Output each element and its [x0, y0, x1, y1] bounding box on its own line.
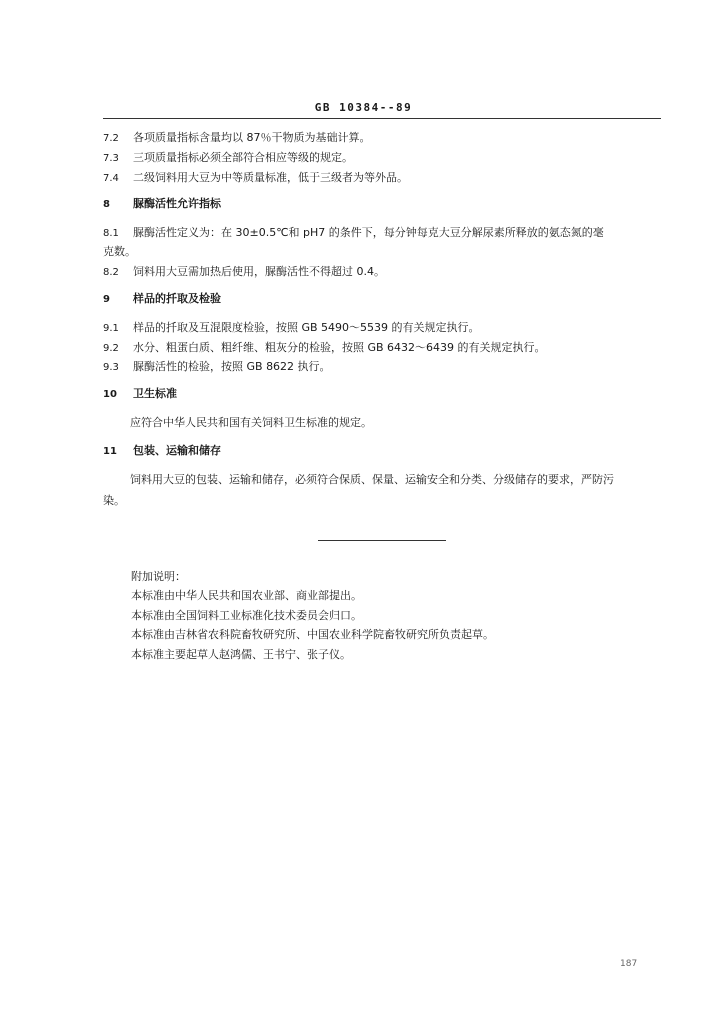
- appendix-line: 本标准由中华人民共和国农业部、商业部提出。: [131, 589, 362, 602]
- clause-text: 脲酶活性定义为：在 30±0.5℃和 pH7 的条件下，每分钟每克大豆分解尿素所释放的氨态氮的毫: [133, 226, 604, 239]
- appendix-line: 本标准由吉林省农科院畜牧研究所、中国农业科学院畜牧研究所负责起草。: [131, 628, 494, 641]
- clause-text: 二级饲料用大豆为中等质量标准，低于三级者为等外品。: [133, 171, 408, 184]
- clause-9-3: [103, 360, 331, 375]
- end-divider: [318, 540, 446, 541]
- clause-text: 三项质量指标必须全部符合相应等级的规定。: [133, 151, 353, 164]
- clause-7-3: [103, 151, 353, 166]
- page-number: 187: [620, 959, 638, 969]
- clause-number: 7.4: [103, 173, 119, 184]
- appendix-line: 本标准由全国饲料工业标准化技术委员会归口。: [131, 609, 362, 622]
- clause-number: 7.3: [103, 153, 119, 164]
- clause-7-2: [103, 131, 371, 146]
- clause-number: 8.1: [103, 228, 119, 239]
- clause-number: 7.2: [103, 133, 119, 144]
- clause-number: 9.2: [103, 343, 119, 354]
- clause-text: 样品的扦取及互混限度检验，按照 GB 5490～5539 的有关规定执行。: [133, 321, 480, 334]
- clause-number: 9.1: [103, 323, 119, 334]
- clause-number: 8.2: [103, 267, 119, 278]
- clause-8-2: [103, 265, 385, 280]
- section-9-heading: [103, 292, 221, 307]
- appendix-line: 本标准主要起草人赵鸿儒、王书宁、张子仪。: [131, 648, 351, 661]
- clause-7-4: [103, 171, 408, 186]
- section-number: 8: [103, 199, 110, 210]
- section-10-heading: [103, 387, 177, 402]
- section-number: 11: [103, 446, 117, 457]
- section-8-heading: [103, 197, 221, 212]
- standard-number-header: GB 10384--89: [314, 101, 413, 114]
- header-rule: [103, 118, 661, 119]
- clause-text: 饲料用大豆需加热后使用，脲酶活性不得超过 0.4。: [133, 265, 385, 278]
- clause-8-1-continued: [103, 245, 136, 259]
- clause-text: 水分、粗蛋白质、粗纤维、粗灰分的检验，按照 GB 6432～6439 的有关规定执行。: [133, 341, 546, 354]
- section-title: 卫生标准: [133, 387, 177, 400]
- clause-9-2: [103, 341, 546, 356]
- section-11-heading: [103, 444, 221, 459]
- section-11-text: 饲料用大豆的包装、运输和储存，必须符合保质、保量、运输安全和分类、分级储存的要求，严防污: [130, 473, 614, 486]
- section-10-text: 应符合中华人民共和国有关饲料卫生标准的规定。: [130, 416, 372, 429]
- section-title: 包装、运输和储存: [133, 444, 221, 457]
- section-title: 脲酶活性允许指标: [133, 197, 221, 210]
- appendix-title: 附加说明：: [131, 570, 186, 583]
- clause-8-1: [103, 226, 604, 241]
- section-number: 9: [103, 294, 110, 305]
- section-11-text-continued: 染。: [103, 494, 125, 507]
- clause-number: 9.3: [103, 362, 119, 373]
- clause-text: 脲酶活性的检验，按照 GB 8622 执行。: [133, 360, 331, 373]
- section-number: 10: [103, 389, 117, 400]
- clause-9-1: [103, 321, 480, 336]
- clause-text: 克数。: [103, 245, 136, 258]
- clause-text: 各项质量指标含量均以 87％干物质为基础计算。: [133, 131, 371, 144]
- section-title: 样品的扦取及检验: [133, 292, 221, 305]
